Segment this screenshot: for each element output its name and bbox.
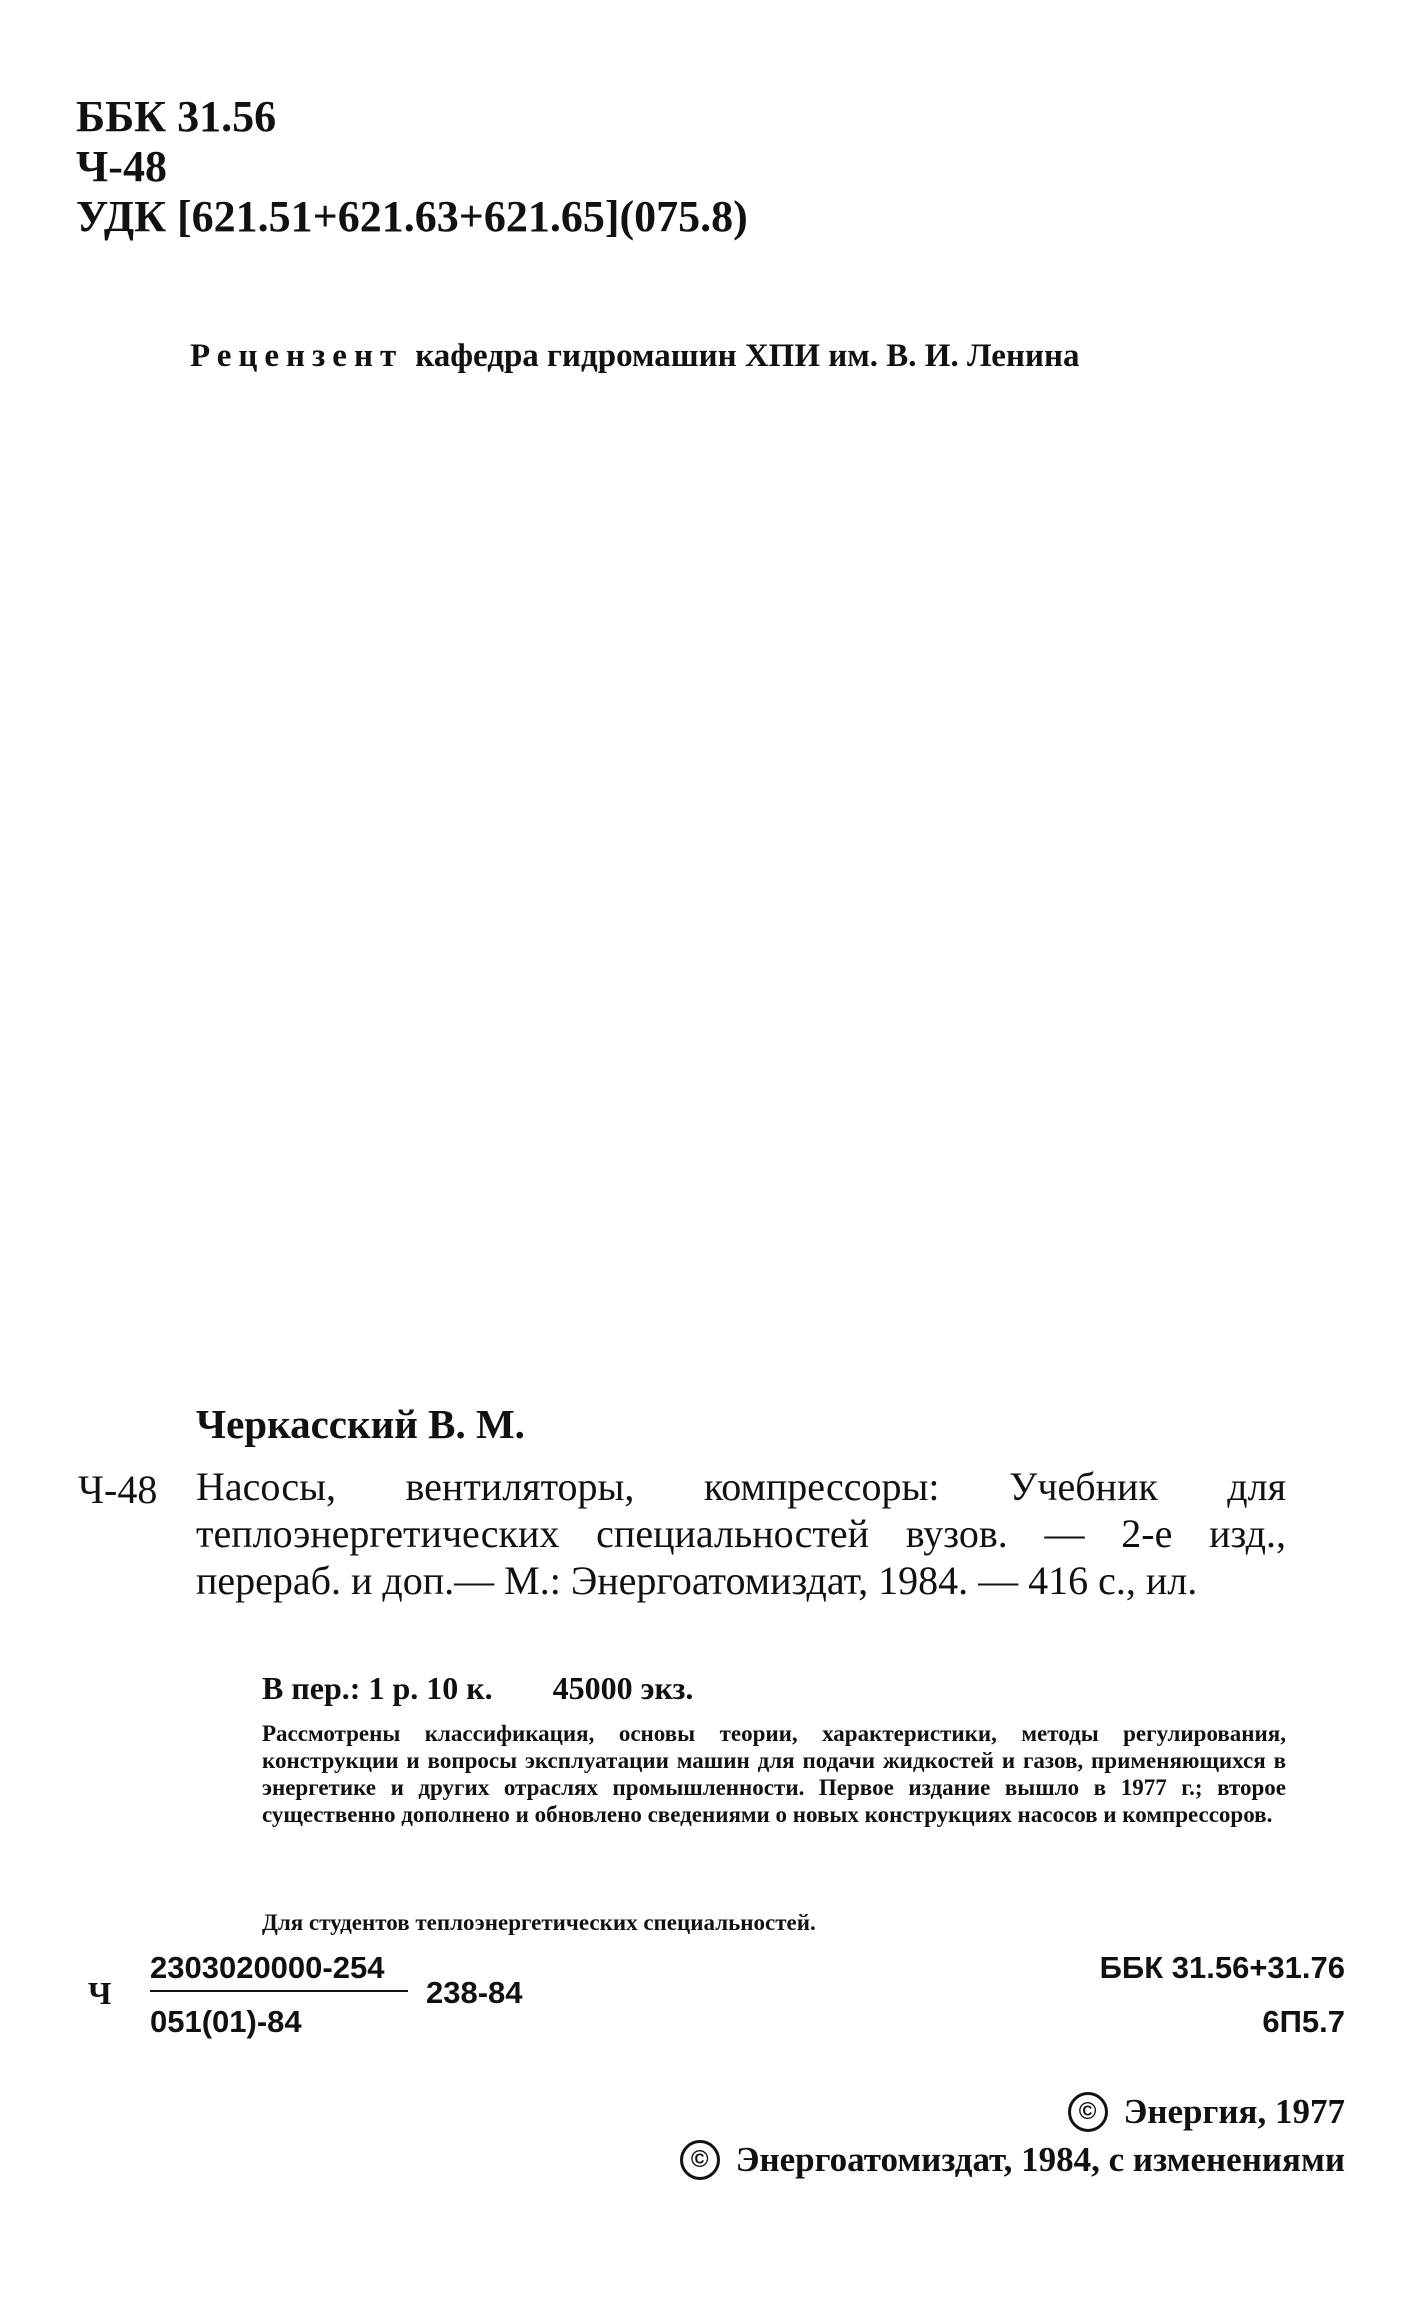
catalog-codes [76,92,748,242]
reviewer-line [190,338,1080,375]
price: В пер.: 1 р. 10 к. [262,1670,493,1706]
copyright-icon: © [1068,2092,1108,2132]
udk-code: УДК [621.51+621.63+621.65](075.8) [76,192,748,241]
author-mark: Ч-48 [76,142,167,191]
index-side-code: 238-84 [426,1975,523,2010]
copyright-text-1: Энергия, 1977 [1123,2092,1345,2131]
price-line [262,1670,693,1707]
index-numerator: 2303020000-254 [150,1950,385,1985]
bbk-full: ББК 31.56+31.76 [1099,1950,1345,1985]
reviewer-label: Рецензент [190,338,404,374]
fraction-divider [150,1990,408,1992]
annotation-code: Ч-48 [78,1467,158,1512]
book-author: Черкасский В. М. [196,1401,525,1447]
copyright-line-2 [680,2140,1345,2183]
reviewer-text: кафедра гидромашин ХПИ им. В. И. Ленина [415,338,1080,374]
copyright-text-2: Энергоатомиздат, 1984, с изменениями [735,2140,1345,2179]
copyright-icon: © [680,2140,720,2180]
index-letter: Ч [88,1975,112,2011]
audience-text: Для студентов теплоэнергетических специальностей. [262,1910,816,1935]
index-denominator: 051(01)-84 [150,2004,302,2039]
print-run: 45000 экз. [552,1670,694,1706]
abstract-text: Рассмотрены классификация, основы теории, характеристики, методы регулирования, конструкции и вопросы эксплуатации машин для подачи жидкостей и газов, применяющихся в энергетике и других отраслях промышленности. Первое издание вышло в 1977 г.; второе существенно дополнено и обновлено сведениями о новых конструкциях насосов и компрессоров. [262,1721,1286,1827]
class-code: 6П5.7 [1262,2004,1345,2039]
copyright-line-1 [1068,2092,1345,2135]
bbk-code: ББК 31.56 [76,92,277,141]
bibliographic-description: Насосы, вентиляторы, компрессоры: Учебник для теплоэнергетических специальностей вузов. — 2-е изд., перераб. и доп.— М.: Энергоатомиздат, 1984. — 416 с., ил. [196,1464,1286,1603]
